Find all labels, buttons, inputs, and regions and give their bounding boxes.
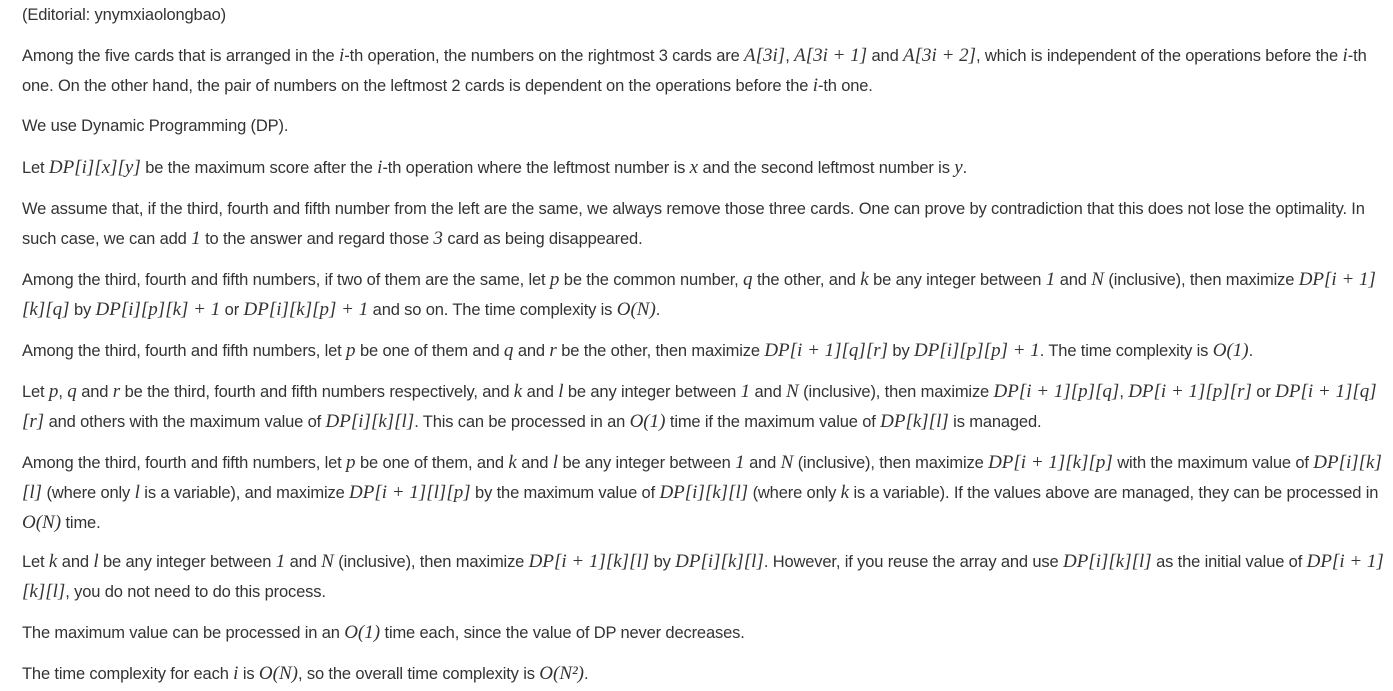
math-expression: DP[i + 1][k][p] (988, 452, 1113, 473)
math-expression: DP[i][p][k] + 1 (95, 299, 221, 320)
math-expression: 1 (275, 551, 286, 572)
math-expression: 1 (735, 452, 745, 473)
math-expression: y (954, 157, 963, 178)
math-expression: l (558, 381, 564, 402)
text-run: , you do not need to do this process. (65, 583, 326, 601)
text-run: (inclusive), then maximize (1103, 271, 1299, 289)
math-expression: i (812, 75, 818, 96)
text-run: . (962, 159, 968, 177)
math-expression: A[3i + 2] (903, 45, 977, 66)
math-expression: k (840, 482, 850, 503)
text-run: is (238, 665, 259, 683)
math-expression: N (786, 381, 799, 402)
text-run: and the second leftmost number is (698, 159, 955, 177)
math-expression: O(N) (616, 299, 656, 320)
math-expression: DP[i][p][p] + 1 (914, 340, 1040, 361)
math-expression: p (48, 381, 59, 402)
math-expression: O(1) (344, 622, 381, 643)
math-expression: DP[i][k][p] + 1 (243, 299, 369, 320)
text-run: and (516, 454, 553, 472)
text-run: is managed. (948, 413, 1042, 431)
math-expression: 3 (433, 228, 443, 249)
math-expression: DP[i + 1][p][q] (993, 381, 1120, 402)
math-expression: DP[i][k][l] (659, 482, 749, 503)
text-run: or (220, 301, 244, 319)
text-run: time each, since the value of DP never decreases. (380, 624, 745, 642)
text-run: (inclusive), then maximize (793, 454, 989, 472)
math-expression: q (743, 269, 753, 290)
text-run: . The time complexity is (1039, 342, 1213, 360)
math-expression: DP[i + 1][q][r] (764, 340, 888, 361)
text-run: be one of them and (355, 342, 504, 360)
text-run: or (1251, 383, 1276, 401)
math-expression: A[3i] (744, 45, 786, 66)
text-run: by the maximum value of (470, 484, 660, 502)
math-expression: i (1342, 45, 1348, 66)
math-expression: r (112, 381, 121, 402)
text-run: and (744, 454, 781, 472)
paragraph-all-distinct-case (22, 377, 1387, 437)
text-run: -th one. On the other hand, the pair of numbers on the leftmost 2 cards is dependent on the operations before the (22, 47, 1367, 95)
text-run: The maximum value can be processed in an (22, 624, 345, 642)
text-run: Among the third, fourth and fifth numbers, let (22, 454, 347, 472)
text-run: (where only (748, 484, 841, 502)
text-run: -th one. (817, 77, 873, 95)
math-expression: DP[i + 1][k][l] (528, 551, 650, 572)
paragraph-dp-definition (22, 153, 1387, 183)
math-expression: N (780, 452, 794, 473)
text-run: Let (22, 383, 49, 401)
math-expression: k (860, 269, 869, 290)
math-expression: DP[i][k][l] (325, 411, 415, 432)
text-run: and (76, 383, 113, 401)
text-run: be any integer between (558, 454, 736, 472)
paragraph-two-same-case (22, 265, 1387, 325)
math-expression: k (508, 452, 517, 473)
text-run: the other, and (752, 271, 861, 289)
math-expression: 1 (740, 381, 751, 402)
text-run: -th operation where the leftmost number is (382, 159, 690, 177)
paragraph-three-same-assumption (22, 195, 1387, 254)
math-expression: l (552, 452, 559, 473)
paragraph-one-kept-case (22, 448, 1387, 538)
text-run: with the maximum value of (1112, 454, 1314, 472)
text-run: Among the five cards that is arranged in the (22, 47, 340, 65)
text-run: time. (61, 514, 101, 532)
math-expression: 1 (191, 228, 201, 249)
text-run: . (1248, 342, 1254, 360)
math-expression: O(N) (22, 512, 62, 533)
paragraph-one-pair-case (22, 336, 1387, 366)
text-run: be one of them, and (355, 454, 509, 472)
text-run: as the initial value of (1151, 553, 1307, 571)
math-expression: DP[i][k][l] (1062, 551, 1152, 572)
math-expression: DP[k][l] (880, 411, 949, 432)
paragraph-time-complexity (22, 659, 1387, 689)
text-run: and (522, 383, 559, 401)
text-run: be the other, then maximize (556, 342, 765, 360)
text-run: Among the third, fourth and fifth numbers, let (22, 342, 347, 360)
math-expression: p (346, 452, 356, 473)
text-run: and so on. The time complexity is (368, 301, 617, 319)
text-run: Let (22, 553, 49, 571)
text-run: be any integer between (868, 271, 1046, 289)
paragraph-keep-all-case (22, 547, 1387, 607)
math-expression: 1 (1045, 269, 1056, 290)
math-expression: O(N) (258, 663, 298, 684)
math-expression: DP[i][k][l] (22, 452, 1382, 503)
math-expression: i (339, 45, 345, 66)
text-run: . However, if you reuse the array and use (763, 553, 1063, 571)
text-run: , so the overall time complexity is (297, 665, 540, 683)
math-expression: x (689, 157, 699, 178)
text-run: is a variable), and maximize (139, 484, 350, 502)
text-run: card as being disappeared. (442, 230, 643, 248)
text-run: be the maximum score after the (140, 159, 378, 177)
math-expression: DP[i + 1][q][r] (22, 381, 1377, 432)
text-run: and (1055, 271, 1092, 289)
text-run: We assume that, if the third, fourth and fifth number from the left are the same, we always remove those three cards. One can prove by contradiction that this does not lose the optimality. In such case, we can add (22, 200, 1365, 248)
math-expression: DP[i][k][l] (675, 551, 764, 572)
text-run: . This can be processed in an (414, 413, 630, 431)
text-run: is a variable). If the values above are managed, they can be processed in (849, 484, 1379, 502)
math-expression: DP[i + 1][k][q] (22, 269, 1376, 320)
text-run: . (584, 665, 589, 683)
text-run: , (58, 383, 68, 401)
math-expression: i (233, 663, 239, 684)
math-expression: r (549, 340, 557, 361)
paragraph-max-value-note (22, 618, 1387, 648)
math-expression: p (346, 340, 356, 361)
text-run: by (888, 342, 914, 360)
text-run: to the answer and regard those (200, 230, 434, 248)
math-expression: DP[i + 1][p][r] (1128, 381, 1252, 402)
math-expression: DP[i][x][y] (48, 157, 141, 178)
math-expression: q (503, 340, 514, 361)
math-expression: O(N²) (539, 663, 585, 684)
math-expression: k (513, 381, 523, 402)
text-run: be the third, fourth and fifth numbers respectively, and (120, 383, 514, 401)
text-run: be the common number, (559, 271, 744, 289)
text-run: The time complexity for each (22, 665, 234, 683)
text-run: and (750, 383, 787, 401)
text-run: (inclusive), then maximize (333, 553, 529, 571)
text-run: . (655, 301, 661, 319)
math-expression: l (134, 482, 140, 503)
math-expression: q (67, 381, 77, 402)
text-run: and others with the maximum value of (44, 413, 326, 431)
math-expression: N (321, 551, 334, 572)
text-run: by (69, 301, 96, 319)
text-run: Let (22, 159, 49, 177)
math-expression: DP[i + 1][k][l] (22, 551, 1384, 602)
text-run: be any integer between (98, 553, 276, 571)
math-expression: O(1) (629, 411, 666, 432)
math-expression: k (48, 551, 58, 572)
text-run: (where only (42, 484, 135, 502)
text-run: time if the maximum value of (665, 413, 881, 431)
math-expression: A[3i + 1] (794, 45, 868, 66)
math-expression: N (1091, 269, 1104, 290)
text-run: and (513, 342, 550, 360)
editorial-header: (Editorial: ynymxiaolongbao) (22, 6, 226, 24)
text-run: and (867, 47, 904, 65)
math-expression: p (549, 269, 560, 290)
math-expression: i (377, 157, 383, 178)
paragraph-card-dependence (22, 41, 1387, 101)
text-run: and (285, 553, 322, 571)
text-run: and (57, 553, 94, 571)
math-expression: l (93, 551, 99, 572)
text-run: by (649, 553, 676, 571)
text-run: We use Dynamic Programming (DP). (22, 117, 289, 135)
math-expression: DP[i + 1][l][p] (349, 482, 471, 503)
text-run: , (1119, 383, 1129, 401)
text-run: -th operation, the numbers on the rightmost 3 cards are (344, 47, 745, 65)
text-run: Among the third, fourth and fifth numbers, if two of them are the same, let (22, 271, 550, 289)
math-expression: O(1) (1212, 340, 1249, 361)
paragraph-use-dp (22, 112, 1387, 141)
text-run: be any integer between (563, 383, 741, 401)
text-run: , (785, 47, 795, 65)
text-run: , which is independent of the operations before the (976, 47, 1343, 65)
text-run: (inclusive), then maximize (798, 383, 994, 401)
